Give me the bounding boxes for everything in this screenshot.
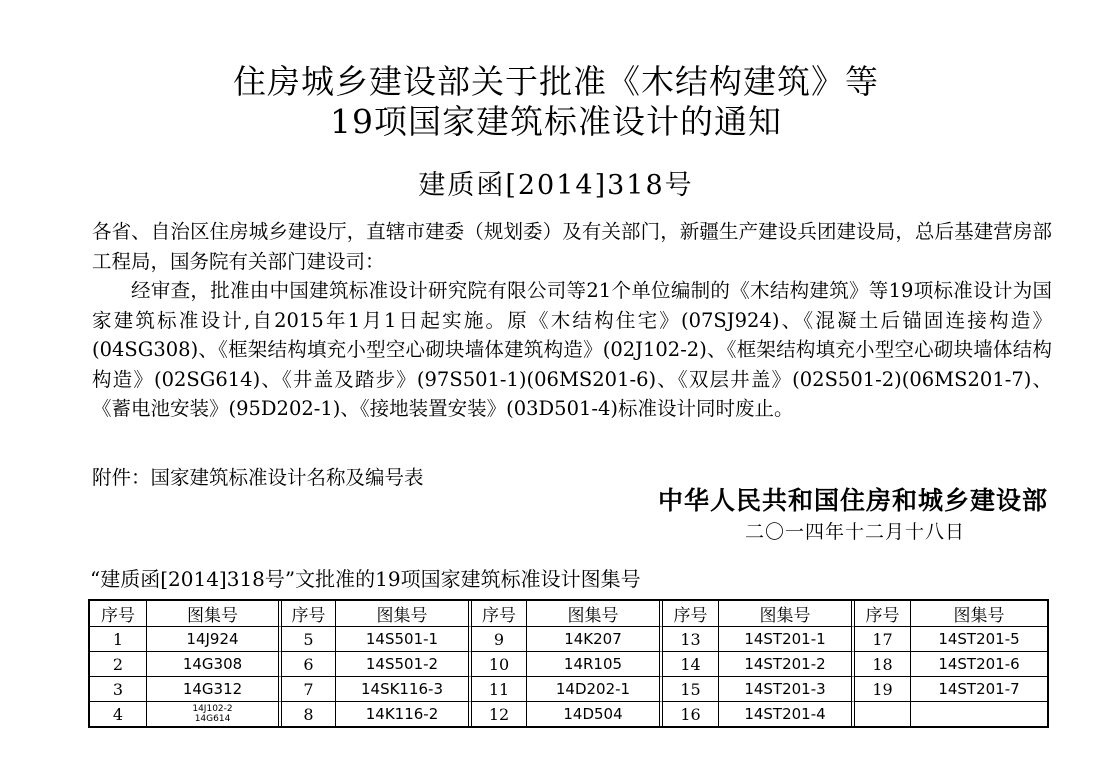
header-code: 图集号	[719, 601, 855, 627]
notice-title-line-2: 19项国家建筑标准设计的通知	[330, 102, 782, 141]
seq-cell: 11	[472, 677, 527, 702]
seq-cell: 2	[90, 652, 147, 677]
seq-cell: 16	[663, 702, 719, 726]
header-seq: 序号	[855, 601, 911, 627]
notice-title-line-1: 住房城乡建设部关于批准《木结构建筑》等	[233, 62, 879, 101]
atlas-code-cell: 14S501-1	[336, 627, 472, 652]
atlas-code-cell: 14SK116-3	[336, 677, 472, 702]
atlas-code-cell: 14D504	[527, 702, 663, 726]
attachment-line: 附件：国家建筑标准设计名称及编号表	[92, 466, 424, 489]
atlas-code-cell: 14ST201-4	[719, 702, 855, 726]
seq-cell: 18	[855, 652, 911, 677]
table-row	[90, 627, 1047, 652]
table-row	[90, 677, 1047, 702]
header-code: 图集号	[911, 601, 1047, 627]
issuing-authority: 中华人民共和国住房和城乡建设部	[657, 486, 1048, 515]
atlas-code-cell: 14S501-2	[336, 652, 472, 677]
seq-cell: 1	[90, 627, 147, 652]
atlas-code-cell: 14ST201-3	[719, 677, 855, 702]
body-paragraph: 经审查，批准由中国建筑标准设计研究院有限公司等21个单位编制的《木结构建筑》等19项标准设计为国家建筑标准设计,自2015年1月1日起实施。原《木结构住宅》(07SJ924)、《混凝土后锚固连接构造》(04SG308)、《框架结构填充小型空心砌块墙体建筑构造》(02J102-2)、《框架结构填充小型空心砌块墙体结构构造》(02SG614)、《井盖及踏步》(97S501-1)(06MS201-6)、《双层井盖》(02S501-2)(06MS201-7)、《蓄电池安装》(95D202-1)、《接地装置安装》(03D501-4)标准设计同时废止。	[92, 279, 1052, 420]
seq-cell: 8	[282, 702, 336, 726]
seq-cell: 14	[663, 652, 719, 677]
atlas-code-cell: 14K116-2	[336, 702, 472, 726]
atlas-code-cell: 14ST201-7	[911, 677, 1047, 702]
atlas-code-cell: 14G308	[147, 652, 282, 677]
atlas-code-cell: 14K207	[527, 627, 663, 652]
atlas-code-cell: 14G312	[147, 677, 282, 702]
atlas-code-cell-stacked	[147, 702, 282, 726]
header-code: 图集号	[527, 601, 663, 627]
table-row	[90, 702, 1047, 726]
document-number: 建质函[2014]318号	[418, 170, 694, 201]
table-header-row	[90, 601, 1047, 627]
atlas-code-cell	[911, 702, 1047, 726]
seq-cell: 15	[663, 677, 719, 702]
atlas-code-cell: 14ST201-1	[719, 627, 855, 652]
atlas-code-cell: 14ST201-6	[911, 652, 1047, 677]
header-seq: 序号	[663, 601, 719, 627]
seq-cell: 13	[663, 627, 719, 652]
table-row	[90, 652, 1047, 677]
seq-cell: 19	[855, 677, 911, 702]
atlas-code-cell: 14ST201-5	[911, 627, 1047, 652]
seq-cell: 4	[90, 702, 147, 726]
header-seq: 序号	[282, 601, 336, 627]
atlas-number-table	[88, 599, 1049, 728]
seq-cell: 10	[472, 652, 527, 677]
seq-cell: 17	[855, 627, 911, 652]
atlas-code-cell: 14D202-1	[527, 677, 663, 702]
atlas-code-line-1: 14J102-2	[192, 704, 233, 714]
seq-cell: 12	[472, 702, 527, 726]
salutation-paragraph: 各省、自治区住房城乡建设厅，直辖市建委（规划委）及有关部门，新疆生产建设兵团建设局，总后基建营房部工程局，国务院有关部门建设司：	[92, 220, 1052, 273]
atlas-code-line-2: 14G614	[194, 714, 231, 724]
seq-cell: 3	[90, 677, 147, 702]
seq-cell: 9	[472, 627, 527, 652]
seq-cell: 6	[282, 652, 336, 677]
table-caption: “建质函[2014]318号”文批准的19项国家建筑标准设计图集号	[90, 567, 641, 591]
issue-date: 二〇一四年十二月十八日	[744, 521, 965, 543]
seq-cell	[855, 702, 911, 726]
header-seq: 序号	[472, 601, 527, 627]
seq-cell: 7	[282, 677, 336, 702]
header-code: 图集号	[336, 601, 472, 627]
header-code: 图集号	[147, 601, 282, 627]
header-seq: 序号	[90, 601, 147, 627]
seq-cell: 5	[282, 627, 336, 652]
atlas-code-cell: 14ST201-2	[719, 652, 855, 677]
atlas-code-cell: 14J924	[147, 627, 282, 652]
atlas-code-cell: 14R105	[527, 652, 663, 677]
